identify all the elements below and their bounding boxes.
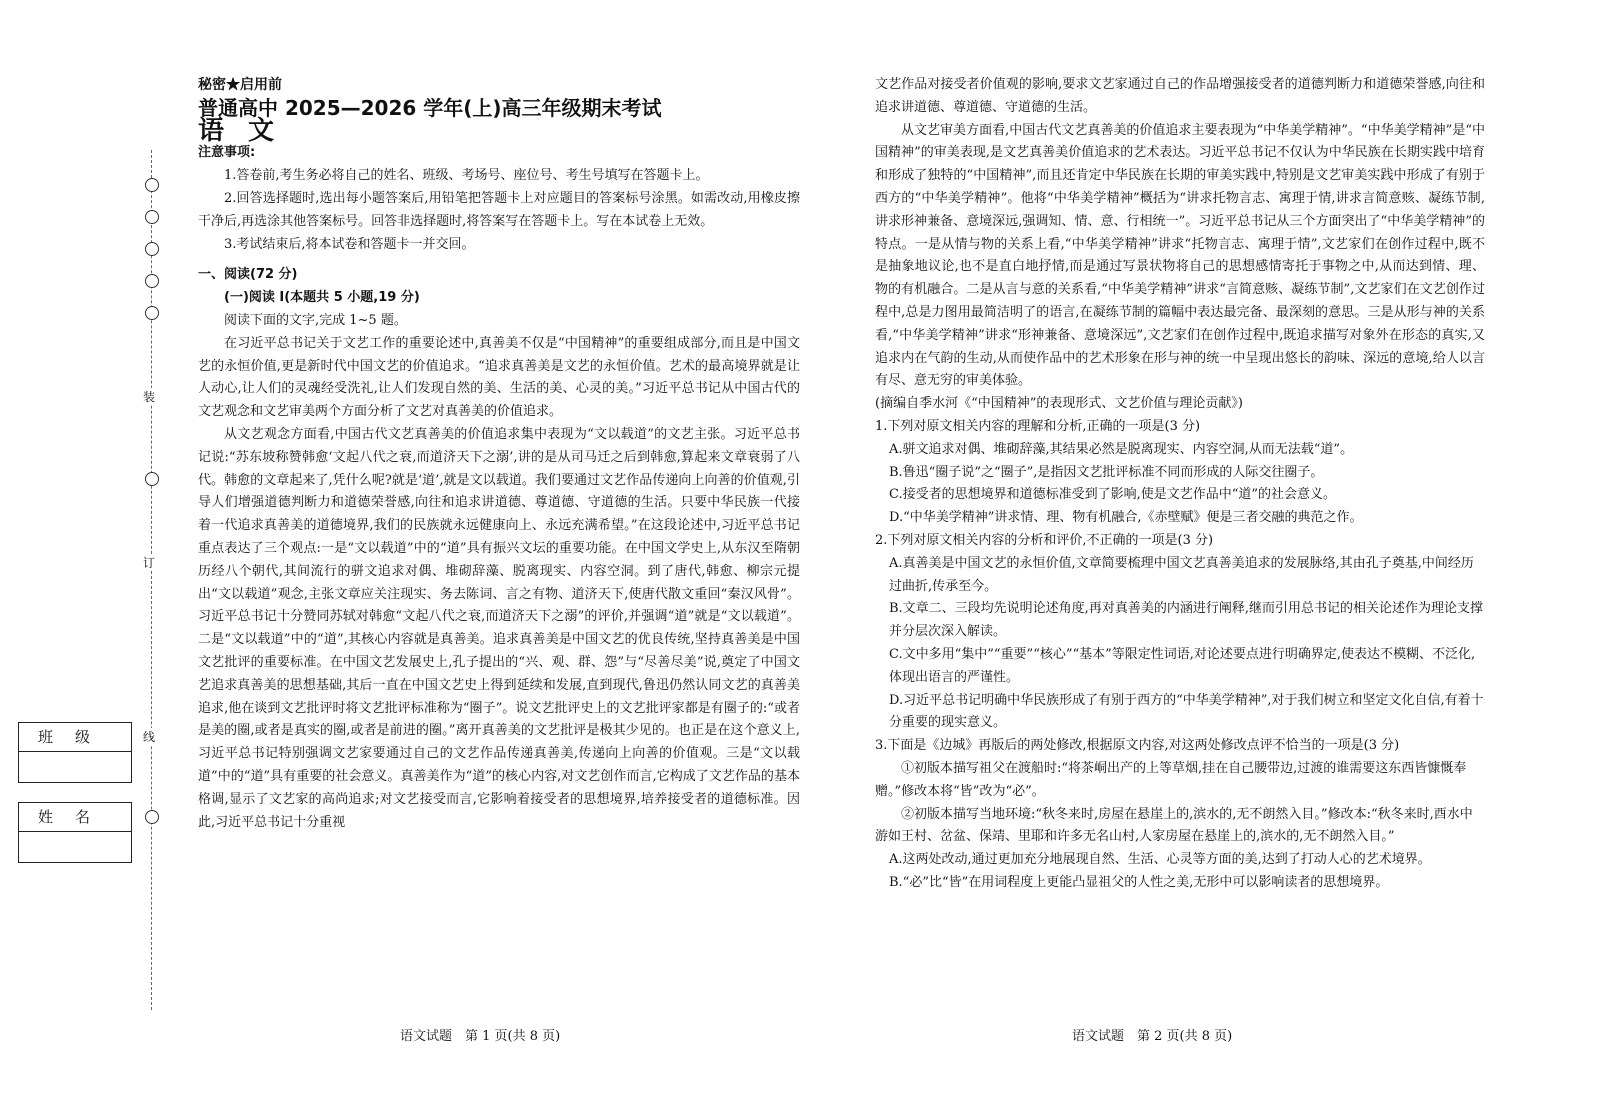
binding-hole-icon bbox=[145, 242, 159, 256]
option-b: B.文章二、三段均先说明论述角度,再对真善美的内涵进行阐释,继而引用总书记的相关论述作为理论支撑并分层次深入解读。 bbox=[889, 601, 1483, 640]
name-box bbox=[18, 802, 132, 863]
option-c: C.文中多用“集中”“重要”“核心”“基本”等限定性词语,对论述要点进行明确界定,使表达不模糊、不泛化,体现出语言的严谨性。 bbox=[889, 646, 1476, 685]
name-field[interactable] bbox=[19, 832, 131, 862]
footer-page-2: 语文试题 第 2 页(共 8 页) bbox=[1072, 1029, 1233, 1044]
exam-title: 普通高中 2025—2026 学年(上)高三年级期末考试 bbox=[198, 95, 662, 120]
binding-char-ding: 订 bbox=[143, 556, 156, 570]
option-a: A.这两处改动,通过更加充分地展现自然、生活、心灵等方面的美,达到了打动人心的艺术境界。 bbox=[889, 852, 1431, 868]
revision-case: ②初版本描写当地环境:“秋冬来时,房屋在悬崖上的,滨水的,无不朗然入目。”修改本:“秋冬来时,酉水中游如王村、岔盆、保靖、里耶和许多无名山村,人家房屋在悬崖上的,滨水的,无不朗然入目。” bbox=[875, 806, 1473, 845]
passage-paragraph: 从文艺观念方面看,中国古代文艺真善美的价值追求集中表现为“文以载道”的文艺主张。习近平总书记说:“苏东坡称赞韩愈‘文起八代之衰,而道济天下之溺’,讲的是从司马迁之后到韩愈,算起来文章衰弱了八代。韩愈的文章起来了,凭什么呢?就是‘道’,就是文以载道。我们要通过文艺作品传递向上向善的价值观,引导人们增强道德判断力和道德荣誉感,向往和追求讲道德、尊道德、守道德的生活。只要中华民族一代接着一代追求真善美的道德境界,我们的民族就永远健康向上、永远充满希望。”在这段论述中,习近平总书记重点表达了三个观点:一是“文以载道”中的“道”具有振兴文坛的重要功能。在中国文学史上,从东汉至隋朝历经八个朝代,其间流行的骈文追求对偶、堆砌辞藻、脱离现实、内容空洞。到了唐代,韩愈、柳宗元提出“文以载道”观念,主张文章应关注现实、务去陈词、言之有物、道济天下,使唐代散文重回“秦汉风骨”。习近平总书记十分赞同苏轼对韩愈“文起八代之衰,而道济天下之溺”的评价,并强调“道”就是“文以载道”。二是“文以载道”中的“道”,其核心内容就是真善美。追求真善美是中国文艺的优良传统,坚持真善美是中国文艺批评的重要标准。在中国文艺发展史上,孔子提出的“兴、观、群、怨”与“尽善尽美”说,奠定了中国文艺追求真善美的思想基础,其后一直在中国文艺史上得到延续和发展,直到现代,鲁迅仍然认同文艺的真善美追求,他在谈到文艺批评时将文艺批评标准称为“圈子”。说文艺批评史上的文艺批评家都是有圈子的:“或者是美的圈,或者是真实的圈,或者是前进的圈。”离开真善美的文艺批评是极其少见的。也正是在这个意义上,习近平总书记特别强调文艺家要通过自己的文艺作品传递真善美,传递向上向善的价值观。三是“文以载道”中的“道”具有重要的社会意义。真善美作为“道”的核心内容,对文艺创作而言,它构成了文艺作品的基本格调,显示了文艺家的高尚追求;对文艺接受而言,它影响着接受者的思想境界,培养接受者的道德标准。因此,习近平总书记十分重视 bbox=[198, 426, 800, 830]
option-a: A.骈文追求对偶、堆砌辞藻,其结果必然是脱离现实、内容空洞,从而无法载“道”。 bbox=[889, 441, 1354, 457]
binding-margin bbox=[140, 150, 164, 1010]
binding-hole-icon bbox=[145, 810, 159, 824]
binding-hole-icon bbox=[145, 472, 159, 486]
option-d: D.习近平总书记明确中华民族形成了有别于西方的“中华美学精神”,对于我们树立和坚定文化自信,有着十分重要的现实意义。 bbox=[889, 692, 1484, 731]
question-stem: 1.下列对原文相关内容的理解和分析,正确的一项是(3 分) bbox=[875, 418, 1201, 434]
footer-page-1: 语文试题 第 1 页(共 8 页) bbox=[400, 1029, 561, 1044]
question-stem: 2.下列对原文相关内容的分析和评价,不正确的一项是(3 分) bbox=[875, 532, 1214, 548]
note-item: 1.答卷前,考生务必将自己的姓名、班级、考场号、座位号、考生号填写在答题卡上。 bbox=[224, 168, 709, 184]
binding-hole-icon bbox=[145, 210, 159, 224]
section-heading: 一、阅读(72 分) bbox=[198, 267, 298, 283]
subject-title: 语文 bbox=[198, 115, 299, 146]
note-item: 3.考试结束后,将本试卷和答题卡一并交回。 bbox=[224, 236, 475, 252]
option-b: B.鲁迅“圈子说”之“圈子”,是指因文艺批评标准不同而形成的人际交往圈子。 bbox=[889, 464, 1324, 480]
question-stem: 3.下面是《边城》再版后的两处修改,根据原文内容,对这两处修改点评不恰当的一项是(3 分) bbox=[875, 738, 1400, 754]
page-2 bbox=[875, 74, 1485, 895]
binding-char-xian: 线 bbox=[143, 730, 156, 744]
binding-hole-icon bbox=[145, 306, 159, 320]
passage-paragraph: 在习近平总书记关于文艺工作的重要论述中,真善美不仅是“中国精神”的重要组成部分,而且是中国文艺的永恒价值,更是新时代中国文艺的价值追求。“追求真善美是文艺的永恒价值。艺术的最高境界就是让人动心,让人们的灵魂经受洗礼,让人们发现自然的美、生活的美、心灵的美。”习近平总书记从中国古代的文艺观念和文艺审美两个方面分析了文艺对真善美的价值追求。 bbox=[198, 335, 800, 420]
subsection-heading: (一)阅读 I(本题共 5 小题,19 分) bbox=[224, 290, 420, 306]
notes-heading: 注意事项: bbox=[198, 145, 256, 161]
option-c: C.接受者的思想境界和道德标准受到了影响,使是文艺作品中“道”的社会意义。 bbox=[889, 487, 1337, 503]
instruction: 阅读下面的文字,完成 1~5 题。 bbox=[224, 312, 407, 328]
secret-mark: 秘密★启用前 bbox=[198, 77, 282, 93]
option-d: D.“中华美学精神”讲求情、理、物有机融合,《赤壁赋》便是三者交融的典范之作。 bbox=[889, 510, 1363, 526]
question-3 bbox=[875, 735, 1485, 895]
binding-char-zhuang: 装 bbox=[143, 390, 156, 404]
revision-case: ①初版本描写祖父在渡船时:“将茶峒出产的上等草烟,挂在自己腰带边,过渡的谁需要这东西皆慷慨奉赠。”修改本将“皆”改为“必”。 bbox=[875, 760, 1467, 799]
note-item: 2.回答选择题时,选出每小题答案后,用铅笔把答题卡上对应题目的答案标号涂黑。如需改动,用橡皮擦干净后,再选涂其他答案标号。回答非选择题时,将答案写在答题卡上。写在本试卷上无效。 bbox=[198, 190, 800, 229]
binding-hole-icon bbox=[145, 274, 159, 288]
class-box bbox=[18, 722, 132, 783]
page-1 bbox=[198, 74, 800, 834]
source-citation: (摘编自季水河《“中国精神”的表现形式、文艺价值与理论贡献》) bbox=[875, 396, 1243, 412]
class-label: 班级 bbox=[19, 723, 131, 752]
question-1 bbox=[875, 416, 1485, 530]
option-a: A.真善美是中国文艺的永恒价值,文章简要梳理中国文艺真善美追求的发展脉络,其由孔子奠基,中间经历过曲折,传承至今。 bbox=[889, 555, 1474, 594]
passage-paragraph: 文艺作品对接受者价值观的影响,要求文艺家通过自己的作品增强接受者的道德判断力和道德荣誉感,向往和追求讲道德、尊道德、守道德的生活。 bbox=[875, 77, 1485, 115]
question-2 bbox=[875, 530, 1485, 735]
passage-paragraph: 从文艺审美方面看,中国古代文艺真善美的价值追求主要表现为“中华美学精神”。“中华美学精神”是“中国精神”的审美表现,是文艺真善美价值追求的艺术表达。习近平总书记不仅认为中华民族在长期实践中培育和形成了独特的“中国精神”,而且还肯定中华民族在长期的审美实践中,特别是文艺审美实践中形成了有别于西方的“中华美学精神”。他将“中华美学精神”概括为“讲求托物言志、寓理于情,讲求言简意赅、凝练节制,讲求形神兼备、意境深远,强调知、情、意、行相统一”。习近平总书记从三个方面突出了“中华美学精神”的特点。一是从情与物的关系上看,“中华美学精神”讲求“托物言志、寓理于情”,文艺家们在创作过程中,既不是抽象地议论,也不是直白地抒情,而是通过写景状物将自己的思想感情寄托于事物之中,从而达到情、理、物的有机融合。二是从言与意的关系看,“中华美学精神”讲求“言简意赅、凝练节制”,文艺家们在文艺创作过程中,总是力图用最简洁明了的语言,在凝练节制的篇幅中表达最完备、最深刻的意思。三是从形与神的关系看,“中华美学精神”讲求“形神兼备、意境深远”,文艺家们在创作过程中,既追求描写对象外在形态的真实,又追求内在气韵的生动,从而使作品中的艺术形象在形与神的统一中呈现出悠长的韵味、深远的意境,给人以言有尽、意无穷的审美体验。 bbox=[875, 122, 1485, 389]
binding-hole-icon bbox=[145, 178, 159, 192]
name-label: 姓名 bbox=[19, 803, 131, 832]
class-field[interactable] bbox=[19, 752, 131, 782]
option-b: B.“必”比“皆”在用词程度上更能凸显祖父的人性之美,无形中可以影响读者的思想境界。 bbox=[889, 874, 1389, 890]
